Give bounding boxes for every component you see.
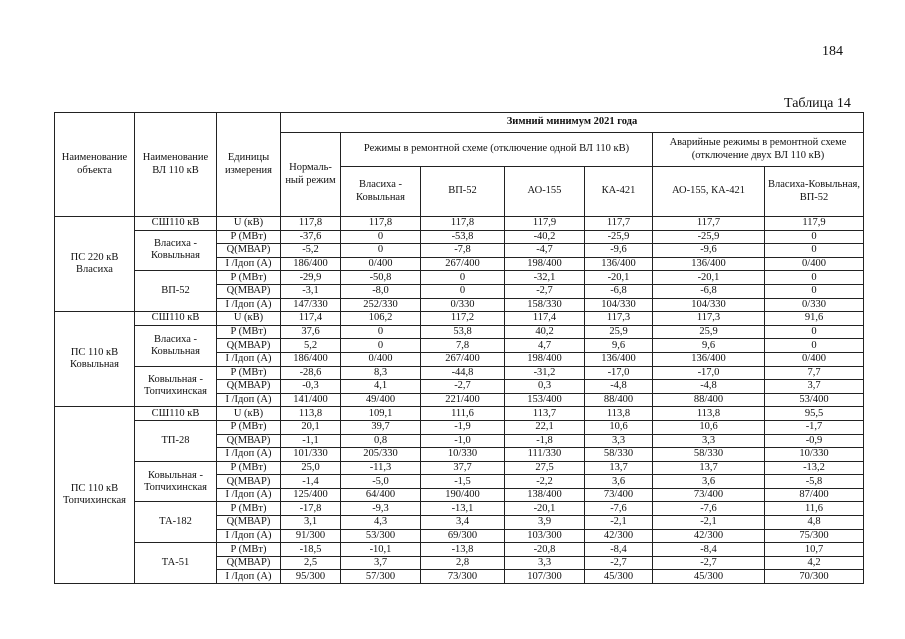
value-cell: -4,7 <box>505 244 585 258</box>
unit-cell: U (кВ) <box>217 407 281 421</box>
header-emergency-group: Аварийные режимы в ремонтной схеме (отключение двух ВЛ 110 кВ) <box>653 133 864 167</box>
unit-cell: I /Iдоп (А) <box>217 393 281 407</box>
unit-cell: I /Iдоп (А) <box>217 257 281 271</box>
value-cell: 10,6 <box>653 420 765 434</box>
value-cell: 49/400 <box>341 393 421 407</box>
object-name-cell: ПС 220 кВ Власиха <box>55 217 135 312</box>
value-cell: 3,3 <box>585 434 653 448</box>
value-cell: 13,7 <box>653 461 765 475</box>
header-col-ao155-ka421: АО-155, КА-421 <box>653 167 765 217</box>
unit-cell: Q(МВАР) <box>217 284 281 298</box>
line-name-cell: Власиха - Ковыльная <box>135 230 217 271</box>
value-cell: 5,2 <box>281 339 341 353</box>
value-cell: -20,1 <box>585 271 653 285</box>
value-cell: 111/330 <box>505 448 585 462</box>
value-cell: 7,8 <box>421 339 505 353</box>
value-cell: 117,3 <box>653 312 765 326</box>
object-name-cell: ПС 110 кВ Топчихинская <box>55 407 135 584</box>
value-cell: -2,7 <box>653 556 765 570</box>
unit-cell: P (МВт) <box>217 366 281 380</box>
table-row <box>55 543 864 557</box>
value-cell: 13,7 <box>585 461 653 475</box>
value-cell: 57/300 <box>341 570 421 584</box>
table-row <box>55 366 864 380</box>
value-cell: 25,9 <box>653 325 765 339</box>
value-cell: 7,7 <box>765 366 864 380</box>
value-cell: 0,3 <box>505 380 585 394</box>
table-row <box>55 217 864 231</box>
unit-cell: Q(МВАР) <box>217 556 281 570</box>
value-cell: 107/300 <box>505 570 585 584</box>
value-cell: 91/300 <box>281 529 341 543</box>
header-col-vlasikha-kovylnaya-vp52: Власиха-Ковыльная, ВП-52 <box>765 167 864 217</box>
value-cell: -2,1 <box>585 516 653 530</box>
value-cell: -1,4 <box>281 475 341 489</box>
value-cell: 0 <box>341 230 421 244</box>
value-cell: 27,5 <box>505 461 585 475</box>
unit-cell: I /Iдоп (А) <box>217 529 281 543</box>
value-cell: 3,3 <box>505 556 585 570</box>
value-cell: 109,1 <box>341 407 421 421</box>
line-name-cell: Власиха - Ковыльная <box>135 325 217 366</box>
value-cell: 104/330 <box>585 298 653 312</box>
value-cell: 95/300 <box>281 570 341 584</box>
value-cell: 198/400 <box>505 257 585 271</box>
value-cell: 42/300 <box>653 529 765 543</box>
value-cell: -29,9 <box>281 271 341 285</box>
value-cell: 58/330 <box>653 448 765 462</box>
value-cell: -0,9 <box>765 434 864 448</box>
value-cell: 22,1 <box>505 420 585 434</box>
line-name-cell: СШ110 кВ <box>135 217 217 231</box>
value-cell: 87/400 <box>765 488 864 502</box>
value-cell: -8,0 <box>341 284 421 298</box>
table-row <box>55 407 864 421</box>
table-body <box>55 217 864 584</box>
value-cell: 117,4 <box>505 312 585 326</box>
value-cell: 0/400 <box>765 257 864 271</box>
value-cell: -17,0 <box>653 366 765 380</box>
value-cell: 3,6 <box>653 475 765 489</box>
value-cell: -20,1 <box>653 271 765 285</box>
value-cell: -40,2 <box>505 230 585 244</box>
value-cell: -2,2 <box>505 475 585 489</box>
value-cell: -9,6 <box>585 244 653 258</box>
value-cell: 136/400 <box>585 352 653 366</box>
value-cell: -13,2 <box>765 461 864 475</box>
value-cell: -4,8 <box>653 380 765 394</box>
unit-cell: P (МВт) <box>217 461 281 475</box>
regime-table <box>54 112 864 584</box>
line-name-cell: СШ110 кВ <box>135 312 217 326</box>
value-cell: 106,2 <box>341 312 421 326</box>
value-cell: 136/400 <box>653 257 765 271</box>
value-cell: 73/400 <box>653 488 765 502</box>
value-cell: -11,3 <box>341 461 421 475</box>
value-cell: -53,8 <box>421 230 505 244</box>
line-name-cell: Ковыльная - Топчихинская <box>135 366 217 407</box>
value-cell: 25,9 <box>585 325 653 339</box>
value-cell: 113,7 <box>505 407 585 421</box>
value-cell: 0 <box>765 244 864 258</box>
value-cell: 153/400 <box>505 393 585 407</box>
table-row <box>55 271 864 285</box>
value-cell: 205/330 <box>341 448 421 462</box>
unit-cell: U (кВ) <box>217 312 281 326</box>
unit-cell: P (МВт) <box>217 230 281 244</box>
value-cell: 136/400 <box>653 352 765 366</box>
value-cell: 117,9 <box>765 217 864 231</box>
value-cell: 70/300 <box>765 570 864 584</box>
table-row <box>55 502 864 516</box>
value-cell: 88/400 <box>585 393 653 407</box>
value-cell: -13,1 <box>421 502 505 516</box>
header-repair-group: Режимы в ремонтной схеме (отключение одной ВЛ 110 кВ) <box>341 133 653 167</box>
value-cell: 8,3 <box>341 366 421 380</box>
value-cell: -20,1 <box>505 502 585 516</box>
value-cell: 3,3 <box>653 434 765 448</box>
value-cell: 37,7 <box>421 461 505 475</box>
value-cell: 117,7 <box>653 217 765 231</box>
line-name-cell: Ковыльная - Топчихинская <box>135 461 217 502</box>
value-cell: 0 <box>341 339 421 353</box>
header-normal-regime: Нормаль-ный режим <box>281 133 341 217</box>
value-cell: 0 <box>765 325 864 339</box>
unit-cell: I /Iдоп (А) <box>217 298 281 312</box>
value-cell: 267/400 <box>421 352 505 366</box>
value-cell: 113,8 <box>653 407 765 421</box>
value-cell: 4,2 <box>765 556 864 570</box>
value-cell: 103/300 <box>505 529 585 543</box>
value-cell: 37,6 <box>281 325 341 339</box>
value-cell: -1,9 <box>421 420 505 434</box>
value-cell: 39,7 <box>341 420 421 434</box>
value-cell: 53,8 <box>421 325 505 339</box>
header-units: Единицы измерения <box>217 113 281 217</box>
header-season: Зимний минимум 2021 года <box>281 113 864 133</box>
value-cell: 10,6 <box>585 420 653 434</box>
value-cell: 45/300 <box>585 570 653 584</box>
unit-cell: P (МВт) <box>217 271 281 285</box>
unit-cell: Q(МВАР) <box>217 434 281 448</box>
unit-cell: P (МВт) <box>217 502 281 516</box>
value-cell: -8,4 <box>653 543 765 557</box>
value-cell: -31,2 <box>505 366 585 380</box>
value-cell: -37,6 <box>281 230 341 244</box>
value-cell: 42/300 <box>585 529 653 543</box>
value-cell: 91,6 <box>765 312 864 326</box>
value-cell: 0 <box>421 284 505 298</box>
value-cell: -50,8 <box>341 271 421 285</box>
value-cell: -2,7 <box>585 556 653 570</box>
value-cell: 53/300 <box>341 529 421 543</box>
value-cell: 117,4 <box>281 312 341 326</box>
value-cell: 64/400 <box>341 488 421 502</box>
unit-cell: I /Iдоп (А) <box>217 448 281 462</box>
value-cell: -17,8 <box>281 502 341 516</box>
value-cell: 0 <box>765 284 864 298</box>
value-cell: 0,8 <box>341 434 421 448</box>
value-cell: 3,7 <box>765 380 864 394</box>
value-cell: 0/400 <box>341 257 421 271</box>
value-cell: 0 <box>765 230 864 244</box>
header-col-vlasikha-kovylnaya: Власиха - Ковыльная <box>341 167 421 217</box>
value-cell: -6,8 <box>585 284 653 298</box>
value-cell: 186/400 <box>281 257 341 271</box>
value-cell: 45/300 <box>653 570 765 584</box>
value-cell: -1,5 <box>421 475 505 489</box>
value-cell: 0/400 <box>341 352 421 366</box>
value-cell: 11,6 <box>765 502 864 516</box>
value-cell: 0 <box>341 325 421 339</box>
value-cell: 95,5 <box>765 407 864 421</box>
value-cell: 221/400 <box>421 393 505 407</box>
value-cell: 20,1 <box>281 420 341 434</box>
value-cell: 141/400 <box>281 393 341 407</box>
value-cell: 3,7 <box>341 556 421 570</box>
value-cell: 0 <box>765 339 864 353</box>
value-cell: -7,8 <box>421 244 505 258</box>
value-cell: 3,4 <box>421 516 505 530</box>
unit-cell: Q(МВАР) <box>217 475 281 489</box>
value-cell: 69/300 <box>421 529 505 543</box>
value-cell: 0/330 <box>765 298 864 312</box>
object-name-cell: ПС 110 кВ Ковыльная <box>55 312 135 407</box>
value-cell: 113,8 <box>281 407 341 421</box>
value-cell: 10/330 <box>765 448 864 462</box>
value-cell: 88/400 <box>653 393 765 407</box>
value-cell: 136/400 <box>585 257 653 271</box>
value-cell: 53/400 <box>765 393 864 407</box>
value-cell: -1,1 <box>281 434 341 448</box>
unit-cell: Q(МВАР) <box>217 380 281 394</box>
value-cell: 4,7 <box>505 339 585 353</box>
value-cell: 4,3 <box>341 516 421 530</box>
unit-cell: U (кВ) <box>217 217 281 231</box>
unit-cell: P (МВт) <box>217 420 281 434</box>
value-cell: -25,9 <box>585 230 653 244</box>
value-cell: 117,7 <box>585 217 653 231</box>
table-row <box>55 230 864 244</box>
value-cell: 0/400 <box>765 352 864 366</box>
value-cell: 40,2 <box>505 325 585 339</box>
value-cell: 138/400 <box>505 488 585 502</box>
value-cell: 0 <box>765 271 864 285</box>
value-cell: 9,6 <box>585 339 653 353</box>
value-cell: 117,8 <box>421 217 505 231</box>
value-cell: -0,3 <box>281 380 341 394</box>
value-cell: -17,0 <box>585 366 653 380</box>
value-cell: 198/400 <box>505 352 585 366</box>
value-cell: 10/330 <box>421 448 505 462</box>
value-cell: 117,9 <box>505 217 585 231</box>
value-cell: 252/330 <box>341 298 421 312</box>
value-cell: -4,8 <box>585 380 653 394</box>
header-line-name: Наименование ВЛ 110 кВ <box>135 113 217 217</box>
unit-cell: I /Iдоп (А) <box>217 488 281 502</box>
line-name-cell: ТП-28 <box>135 420 217 461</box>
value-cell: -28,6 <box>281 366 341 380</box>
value-cell: -5,8 <box>765 475 864 489</box>
value-cell: -6,8 <box>653 284 765 298</box>
table-header <box>55 113 864 217</box>
header-object-name: Наименование объекта <box>55 113 135 217</box>
value-cell: 0 <box>341 244 421 258</box>
unit-cell: I /Iдоп (А) <box>217 352 281 366</box>
value-cell: -5,0 <box>341 475 421 489</box>
value-cell: 147/330 <box>281 298 341 312</box>
line-name-cell: ТА-51 <box>135 543 217 584</box>
page-number: 184 <box>822 44 843 59</box>
value-cell: -13,8 <box>421 543 505 557</box>
value-cell: 113,8 <box>585 407 653 421</box>
value-cell: 117,8 <box>281 217 341 231</box>
value-cell: 3,9 <box>505 516 585 530</box>
value-cell: 4,1 <box>341 380 421 394</box>
value-cell: -3,1 <box>281 284 341 298</box>
value-cell: -5,2 <box>281 244 341 258</box>
unit-cell: Q(МВАР) <box>217 516 281 530</box>
line-name-cell: ВП-52 <box>135 271 217 312</box>
value-cell: 158/330 <box>505 298 585 312</box>
unit-cell: Q(МВАР) <box>217 339 281 353</box>
value-cell: 3,1 <box>281 516 341 530</box>
value-cell: -1,0 <box>421 434 505 448</box>
value-cell: -25,9 <box>653 230 765 244</box>
unit-cell: I /Iдоп (А) <box>217 570 281 584</box>
value-cell: 73/400 <box>585 488 653 502</box>
unit-cell: Q(МВАР) <box>217 244 281 258</box>
value-cell: -44,8 <box>421 366 505 380</box>
value-cell: -7,6 <box>653 502 765 516</box>
value-cell: 73/300 <box>421 570 505 584</box>
value-cell: -32,1 <box>505 271 585 285</box>
table-row <box>55 325 864 339</box>
table-row <box>55 312 864 326</box>
value-cell: -8,4 <box>585 543 653 557</box>
value-cell: -10,1 <box>341 543 421 557</box>
value-cell: 117,8 <box>341 217 421 231</box>
value-cell: 58/330 <box>585 448 653 462</box>
table-row <box>55 420 864 434</box>
value-cell: -9,3 <box>341 502 421 516</box>
value-cell: 101/330 <box>281 448 341 462</box>
value-cell: 104/330 <box>653 298 765 312</box>
value-cell: 2,5 <box>281 556 341 570</box>
value-cell: -1,7 <box>765 420 864 434</box>
value-cell: 9,6 <box>653 339 765 353</box>
table-label: Таблица 14 <box>784 96 851 111</box>
value-cell: 10,7 <box>765 543 864 557</box>
value-cell: 25,0 <box>281 461 341 475</box>
value-cell: -9,6 <box>653 244 765 258</box>
value-cell: 267/400 <box>421 257 505 271</box>
line-name-cell: ТА-182 <box>135 502 217 543</box>
value-cell: 125/400 <box>281 488 341 502</box>
value-cell: -1,8 <box>505 434 585 448</box>
value-cell: 4,8 <box>765 516 864 530</box>
value-cell: -2,7 <box>505 284 585 298</box>
value-cell: 117,2 <box>421 312 505 326</box>
value-cell: 0 <box>421 271 505 285</box>
value-cell: 117,3 <box>585 312 653 326</box>
value-cell: 111,6 <box>421 407 505 421</box>
value-cell: -20,8 <box>505 543 585 557</box>
value-cell: 75/300 <box>765 529 864 543</box>
value-cell: 190/400 <box>421 488 505 502</box>
header-col-vp52: ВП-52 <box>421 167 505 217</box>
value-cell: 186/400 <box>281 352 341 366</box>
value-cell: -2,7 <box>421 380 505 394</box>
line-name-cell: СШ110 кВ <box>135 407 217 421</box>
table-row <box>55 461 864 475</box>
unit-cell: P (МВт) <box>217 543 281 557</box>
header-col-ka421: КА-421 <box>585 167 653 217</box>
value-cell: -7,6 <box>585 502 653 516</box>
value-cell: 3,6 <box>585 475 653 489</box>
value-cell: 2,8 <box>421 556 505 570</box>
value-cell: -18,5 <box>281 543 341 557</box>
value-cell: -2,1 <box>653 516 765 530</box>
header-col-ao155: АО-155 <box>505 167 585 217</box>
value-cell: 0/330 <box>421 298 505 312</box>
unit-cell: P (МВт) <box>217 325 281 339</box>
